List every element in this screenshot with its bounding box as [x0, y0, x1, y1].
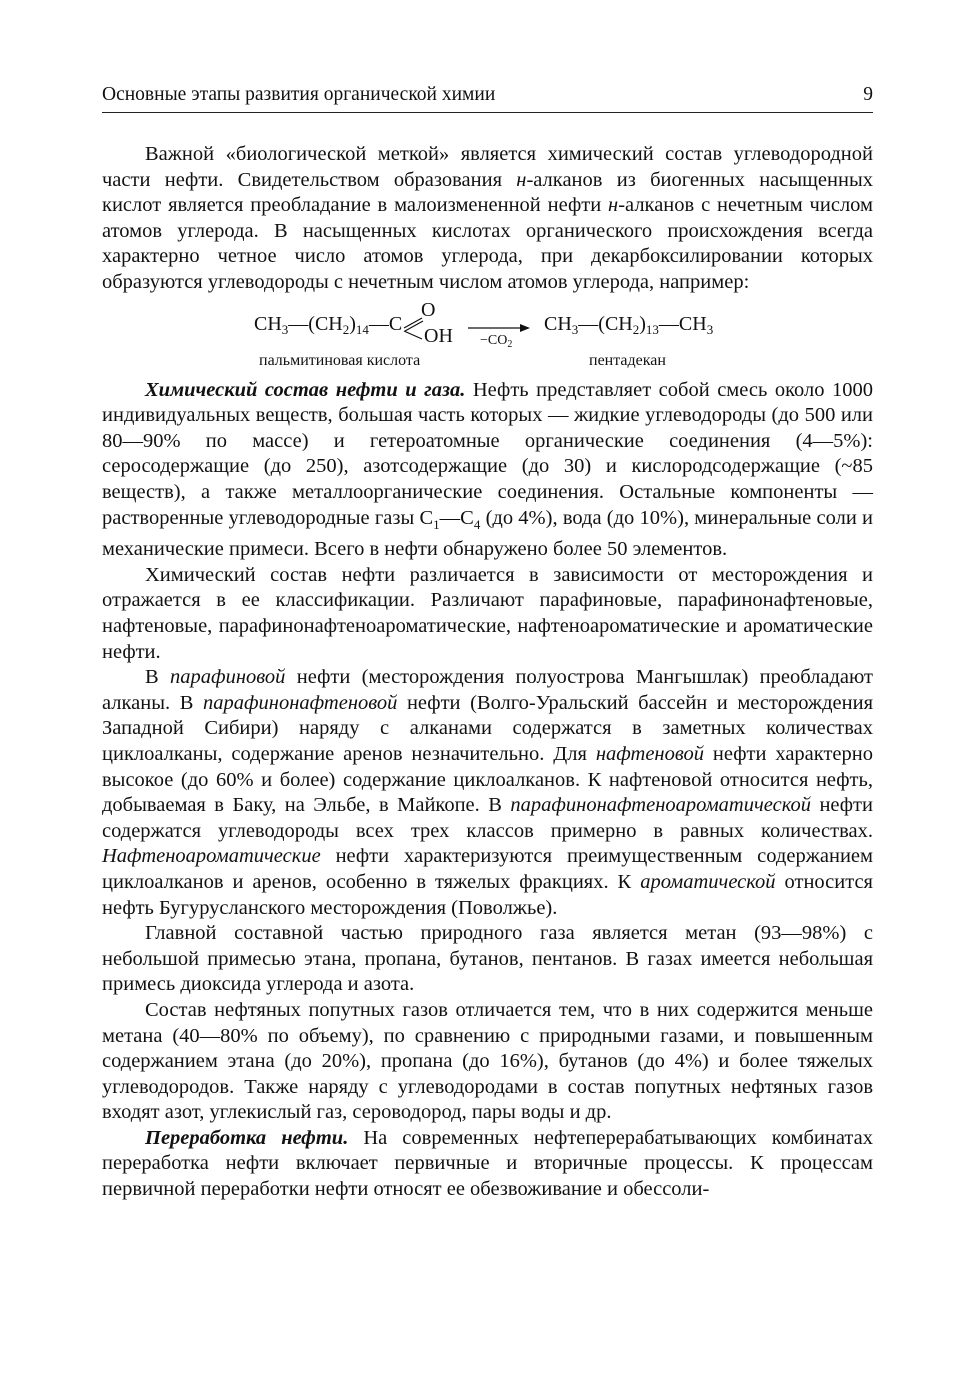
formula-reactant: $CH_3—(CH_2)_{14}—C$ — [254, 312, 403, 337]
hydroxyl-group: OH — [424, 324, 453, 347]
paragraph-intro: Важной «биологической меткой» является химический состав углеводородной части нефти. Свидетельством образования н-алканов из биогенных насыщенных кислот является преобладание в малоизмененной нефти н-алканов с нечетным числом атомов углерода. В насыщенных кислотах органического происхождения всегда характерно четное число атомов углерода, при декарбоксилировании которых образуются углеводороды с нечетным числом атомов углерода, например: — [102, 143, 874, 293]
product-caption: пентадекан — [589, 351, 666, 369]
reaction-condition: $-CO_2$ — [480, 332, 513, 350]
paragraph-associated-gas: Состав нефтяных попутных газов отличается тем, что в них содержится меньше метана (40—80% по объему), по сравнению с природными газами, и повышенным содержанием этана (до 20%), пропана (до 16%), бутанов (до 4%) и более тяжелых углеводородов. Также наряду с углеводородами в состав попутных нефтяных газов входят азот, углекислый газ, сероводород, пары воды и др. — [102, 998, 873, 1124]
reaction-formula — [102, 298, 873, 372]
section-heading-composition: Химический состав нефти и газа. — [145, 378, 466, 401]
text-body — [102, 142, 873, 1203]
paragraph-natural-gas: Главной составной частью природного газа является метан (93—98%) с небольшой примесью этана, пропана, бутанов, пентанов. В газах имеется небольшая примесь диоксида углерода и азота. — [102, 922, 873, 996]
chapter-title: Основные этапы развития органической химии — [102, 84, 496, 105]
reactant-caption: пальмитиновая кислота — [259, 351, 421, 369]
formula-product: $CH_3—(CH_2)_{13}—CH_3$ — [544, 312, 714, 337]
carbonyl-oxygen: O — [421, 298, 436, 321]
page-number: 9 — [863, 84, 873, 105]
paragraph-classification: Химический состав нефти различается в зависимости от месторождения и отражается в ее классификации. Различают парафиновые, парафинонафтеновые, нафтеновые, парафинонафтеноароматические, нафтеноароматические и ароматические нефти. — [102, 563, 873, 663]
section-heading-refining: Переработка нефти. — [145, 1126, 349, 1149]
paragraph-oil-types: В парафиновой нефти (месторождения полуострова Мангышлак) преобладают алканы. В парафинонафтеновой нефти (Волго-Уральский бассейн и месторождения Западной Сибири) наряду с алканами содержатся в заметных количествах циклоалканы, содержание аренов незначительно. Для нафтеновой нефти характерно высокое (до 60% и более) содержание циклоалканов. К нафтеновой относится нефть, добываемая в Баку, на Эльбе, в Майкопе. В парафинонафтеноароматической нефти содержатся углеводороды всех трех классов примерно в равных количествах. Нафтеноароматические нефти характеризуются преимущественным содержанием циклоалканов и аренов, особенно в тяжелых фракциях. К ароматической относится нефть Бугурусланского месторождения (Поволжье). — [102, 666, 873, 919]
running-header — [102, 82, 873, 113]
paragraph-refining: Переработка нефти. На современных нефтеперерабатывающих комбинатах переработка нефти включает первичные и вторичные процессы. К процессам первичной переработки нефти относят ее обезвоживание и обессоли- — [102, 1126, 873, 1201]
paragraph-composition: Химический состав нефти и газа. Нефть представляет собой смесь около 1000 индивидуальных веществ, большая часть которых — жидкие углеводороды (до 500 или 80—90% по массе) и гетероатомные органические соединения (4—5%): серосодержащие (до 250), азотсодержащие (до 30) и кислородсодержащие (~85 веществ), а также металлоорганические соединения. Остальные компоненты — растворенные углеводородные газы $C_1—C_4$ (до 4%), вода (до 10%), минеральные соли и механические примеси. Всего в нефти обнаружено более 50 элементов. — [102, 378, 873, 561]
